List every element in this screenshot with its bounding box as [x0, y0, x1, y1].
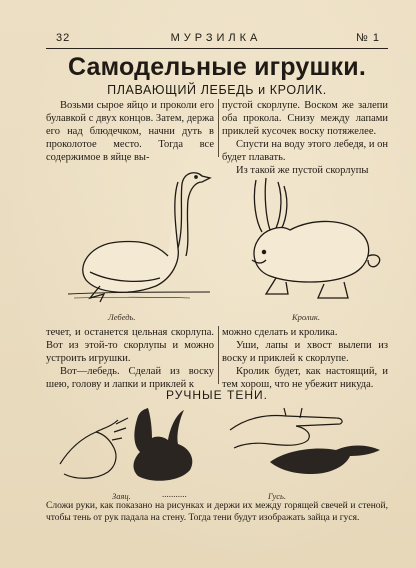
- column-divider: [218, 99, 219, 157]
- goose-caption: Гусь.: [268, 491, 287, 501]
- paragraph: пустой скорлупе. Воском же залепи оба прокола. Снизу между лапами приклей кусочек воску потяжелее.: [222, 100, 388, 137]
- section-title: РУЧНЫЕ ТЕНИ.: [166, 388, 268, 402]
- text-column-left-bottom: [46, 326, 214, 391]
- swan-illustration: [60, 160, 228, 310]
- rabbit-caption: Кролик.: [292, 312, 320, 322]
- text-column-right-bottom: [222, 326, 388, 391]
- page-header: [48, 30, 384, 46]
- paragraph: можно сделать и кролика.: [222, 327, 338, 338]
- magazine-name: МУРЗИЛКА: [170, 32, 262, 44]
- swan-caption: Лебедь.: [108, 312, 136, 322]
- page-number: 32: [56, 32, 71, 44]
- caption-leader-dots: ...........: [162, 489, 187, 499]
- issue-number: № 1: [356, 32, 380, 44]
- paragraph: Вот—лебедь. Сделай из воску шею, голову и лапки и приклей к: [46, 366, 214, 390]
- article-subtitle: ПЛАВАЮЩИЙ ЛЕБЕДЬ и КРОЛИК.: [107, 83, 327, 97]
- paragraph: Возьми сырое яйцо и проколи его булавкой с двух концов. Затем, держа его над блюдечком, начни дуть в проколотое место. Тогда все содержимое в яйце вы-: [46, 100, 214, 163]
- paragraph: Уши, лапы и хвост вылепи из воску и приклей к скорлупе.: [222, 340, 388, 364]
- header-rule: [46, 48, 388, 49]
- hare-caption: Заяц.: [112, 491, 131, 501]
- paragraph: Из такой же пустой скорлупы: [236, 165, 369, 176]
- paragraph: Спусти на воду этого лебедя, и он будет плавать.: [222, 139, 388, 163]
- article-title: Самодельные игрушки.: [68, 53, 366, 81]
- column-divider: [218, 326, 219, 384]
- instructions-text: Сложи руки, как показано на рисунках и держи их между горящей свечей и стеной, чтобы тень от рук падала на стену. Тогда тени будут изображать зайца и гуся.: [46, 501, 388, 523]
- paragraph: течет, и останется цельная скорлупа. Вот из этой-то скорлупы и можно устроить игрушки.: [46, 327, 214, 364]
- rabbit-illustration: [228, 160, 388, 310]
- text-column-left-top: [46, 99, 214, 164]
- hare-shadow-illustration: [56, 404, 206, 484]
- goose-shadow-illustration: [226, 400, 386, 480]
- paragraph: Кролик будет, как настоящий, и тем хорош, что не убежит никуда.: [222, 366, 388, 390]
